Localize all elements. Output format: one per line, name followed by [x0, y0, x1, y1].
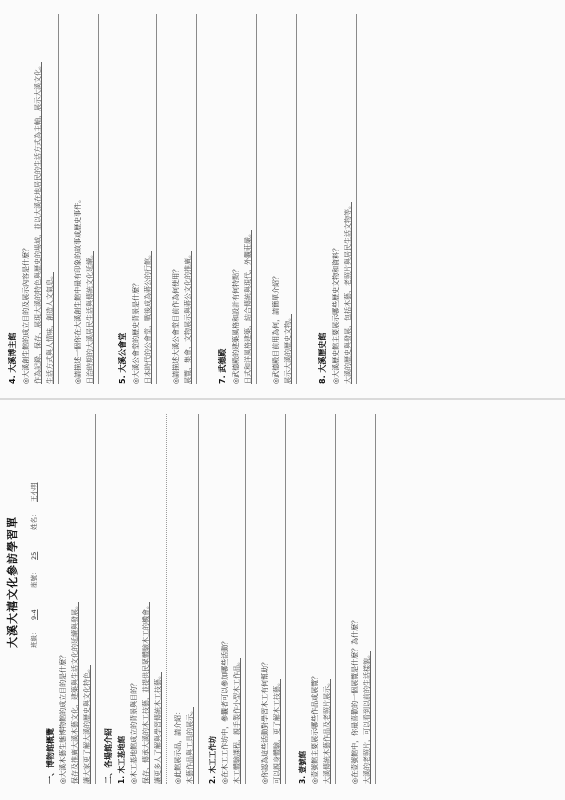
workshop-question-1: ◎在木工工作坊中，參觀者可以參加哪些活動？: [221, 637, 229, 784]
section-7-question-2: ◎武德殿目前用為何，請簡單介紹？: [272, 272, 280, 384]
section-5-question-1: ◎大溪公會堂的歷史背景是什麼？: [132, 279, 140, 384]
rule-line: [335, 414, 336, 784]
building-one-question-2: ◎在壹號館中，你最喜歡的一個展覽是什麼？為什麼？: [351, 616, 359, 784]
name-label: 姓名：: [30, 510, 38, 530]
rule-line: [156, 14, 157, 384]
woodwork-base-question-1: ◎木工基地館成立的背景與目的？: [130, 679, 138, 784]
section-4-question-2: ◎請描述一個你在大溪創生館中最有印象的故事或歷史事件。: [74, 195, 82, 384]
overview-answer-1: 保存及推廣大溪木藝文化、建築與生活文化的延續與發展。: [71, 602, 79, 784]
workshop-heading: 2. 木工工作坊: [208, 735, 217, 784]
section-7-answer-2: 展示大溪的歷史文物。: [284, 314, 292, 384]
section-4-answer-1b: 生活方式與人情味，創造人文氣息。: [46, 272, 54, 384]
overview-heading: 一、博物館概覽: [46, 728, 55, 784]
section-7-answer-1: 日式和洋風格建築，結合傳統與現代，外觀莊嚴。: [244, 230, 252, 384]
section-4-heading: 4. 大溪博主館: [8, 332, 17, 384]
page-1-content: [0, 400, 565, 798]
overview-answer-1b: 讓大家更了解大溪的歷史與文化特色。: [83, 665, 91, 784]
section-4-answer-1: 作為記錄、保存、展現大溪的特色與歷史的場域，並以大溪在地居民的生活方式為主軸，展示大溪文化。: [34, 62, 42, 384]
rule-line: [375, 414, 376, 784]
class-value: 9-4: [30, 609, 38, 620]
section-4-answer-2: 日治時期的大溪居民生活與傳統文化延續。: [86, 251, 94, 384]
rule-line: [245, 414, 246, 784]
page-2-content: [0, 0, 565, 398]
worksheet-page-2: [0, 0, 565, 398]
section-7-heading: 7. 武德殿: [218, 348, 227, 384]
worksheet-page-1: [0, 400, 565, 798]
dotted-rule: [166, 414, 167, 784]
workshop-answer-2: 可以親身體驗，更了解木工技藝。: [273, 679, 281, 784]
class-label: 班級：: [30, 628, 38, 648]
worksheet-title: 大溪大禧文化參訪學習單: [6, 516, 19, 648]
name-value: 王小明: [30, 482, 38, 502]
overview-question-1: ◎大溪木藝生態博物館的成立目的是什麼？: [59, 651, 67, 784]
rule-line: [58, 14, 59, 384]
section-5-question-2: ◎請描述大溪公會堂目前作為何使用？: [172, 265, 180, 384]
woodwork-base-answer-2: 木藝作品與工具的展示。: [186, 707, 194, 784]
section-5-heading: 5. 大溪公會堂: [118, 332, 127, 384]
rule-line: [196, 14, 197, 384]
building-one-heading: 3. 壹號館: [298, 750, 307, 784]
rule-line: [256, 14, 257, 384]
workshop-answer-1: 木工體驗課程，親手製作小型木工作品。: [233, 658, 241, 784]
section-5-answer-2: 展覽、集會、文物展示與蔣公文化的推廣。: [184, 251, 192, 384]
section-5-answer-1: 日本時代的公會堂，戰後成為蔣公的行館。: [144, 251, 152, 384]
building-one-answer-1: 大溪傳統木藝作品及老照片展示。: [323, 679, 331, 784]
woodwork-base-heading: 1. 木工基地館: [117, 735, 126, 784]
section-4-question-1: ◎大溪創生館的成立目的及展示內容是什麼？: [22, 244, 30, 384]
workshop-question-2: ◎你認為這些活動對學習木工有何幫助？: [261, 658, 269, 784]
section-8-question-1: ◎大溪歷史館主要展示哪些歷史文物和資料？: [332, 244, 340, 384]
section-8-answer-1: 大溪的歷史與發展，包括木藝、老照片與居民生活文物等。: [344, 202, 352, 384]
woodwork-base-question-2: ◎此館展示品，請介紹：: [174, 707, 182, 784]
rule-line: [98, 14, 99, 384]
rule-line: [296, 14, 297, 384]
woodwork-base-answer-1: 保存、傳承大溪的木工技藝，並提供民眾體驗木工的機會。: [142, 602, 150, 784]
rule-line: [285, 414, 286, 784]
venues-heading: 二、各場館介紹: [104, 728, 113, 784]
woodwork-base-answer-1b: 讓更多人了解與學習傳統木工技藝。: [154, 672, 162, 784]
seat-label: 座號：: [30, 568, 38, 588]
building-one-answer-2: 大溪的老照片，可以看到以前的生活樣貌。: [363, 651, 371, 784]
building-one-question-1: ◎壹號館主要展示哪些作品或展覽？: [311, 672, 319, 784]
section-8-heading: 8. 大溪歷史館: [318, 332, 327, 384]
seat-value: 25: [30, 551, 38, 560]
section-7-question-1: ◎武德殿的建築風格和設計有何特點？: [232, 265, 240, 384]
rule-line: [198, 414, 199, 784]
rule-line: [356, 14, 357, 384]
rule-line: [95, 414, 96, 784]
